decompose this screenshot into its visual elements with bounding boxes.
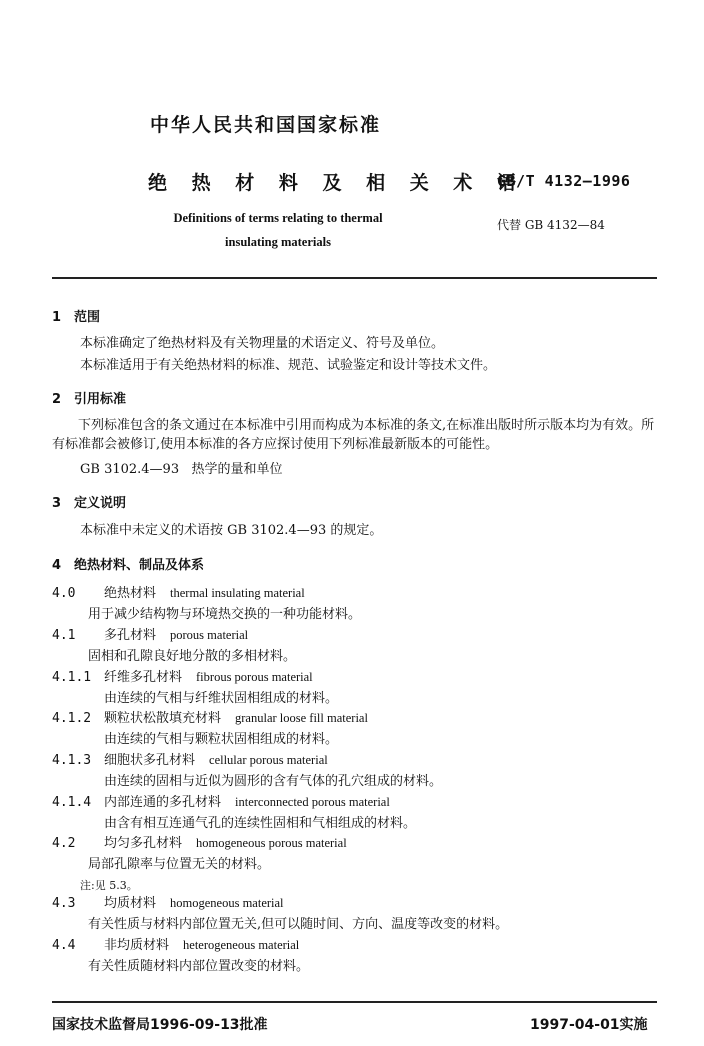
approval-date: 国家技术监督局1996-09-13批准: [52, 1017, 268, 1033]
section-number: 1: [52, 310, 62, 325]
term-en: homogeneous porous material: [196, 836, 347, 850]
term-en: heterogeneous material: [183, 938, 300, 952]
term-4-3: [52, 894, 284, 913]
term-4-1-definition: 固相和孔隙良好地分散的多相材料。: [88, 649, 297, 664]
section-4-heading: [52, 554, 204, 573]
term-number: 4.0: [52, 586, 76, 601]
note: 注:见 5.3。: [80, 879, 138, 892]
term-4-1: [52, 626, 248, 645]
footer-divider: [52, 1001, 657, 1003]
term-zh: 均质材料: [104, 896, 157, 911]
term-4-1-4: [52, 793, 390, 812]
term-zh: 细胞状多孔材料: [104, 753, 196, 768]
term-zh: 多孔材料: [104, 628, 157, 643]
term-4-4: [52, 936, 299, 955]
term-en: fibrous porous material: [196, 670, 313, 684]
term-4-2: [52, 834, 347, 853]
term-zh: 内部连通的多孔材料: [104, 795, 222, 810]
term-number: 4.1: [52, 628, 76, 643]
section-title: 定义说明: [74, 496, 127, 511]
replaces-standard: 代替 GB 4132—84: [497, 218, 605, 232]
term-4-1-3: [52, 751, 328, 770]
section-3-paragraph-1: 本标准中未定义的术语按 GB 3102.4—93 的规定。: [80, 523, 383, 538]
term-number: 4.1.2: [52, 711, 92, 726]
section-1-heading: [52, 306, 100, 325]
section-2-reference: GB 3102.4—93 热学的量和单位: [80, 462, 283, 477]
section-number: 3: [52, 496, 62, 511]
term-number: 4.3: [52, 896, 76, 911]
term-en: homogeneous material: [170, 896, 284, 910]
term-number: 4.1.4: [52, 795, 92, 810]
section-number: 2: [52, 392, 62, 407]
term-zh: 绝热材料: [104, 586, 157, 601]
term-zh: 纤维多孔材料: [104, 670, 183, 685]
standard-number: GB/T 4132—1996: [497, 172, 631, 190]
english-title-line1: Definitions of terms relating to thermal: [173, 211, 383, 225]
term-zh: 非均质材料: [104, 938, 170, 953]
section-title: 范围: [74, 310, 101, 325]
section-2-heading: [52, 388, 126, 407]
term-en: thermal insulating material: [170, 586, 305, 600]
term-4-1-3-definition: 由连续的固相与近似为圆形的含有气体的孔穴组成的材料。: [104, 774, 443, 789]
section-1-paragraph-2: 本标准适用于有关绝热材料的标准、规范、试验鉴定和设计等技术文件。: [80, 358, 497, 373]
term-en: granular loose fill material: [235, 711, 368, 725]
section-title: 绝热材料、制品及体系: [74, 558, 205, 573]
term-zh: 均匀多孔材料: [104, 836, 183, 851]
term-4-1-1-definition: 由连续的气相与纤维状固相组成的材料。: [104, 691, 339, 706]
english-title-line2: insulating materials: [225, 235, 331, 249]
term-4-1-2: [52, 709, 368, 728]
term-number: 4.1.1: [52, 670, 92, 685]
term-4-0: [52, 584, 305, 603]
standard-type-title: 中华人民共和国国家标准: [150, 114, 382, 136]
term-4-0-definition: 用于减少结构物与环境热交换的一种功能材料。: [88, 607, 362, 622]
section-1-paragraph-1: 本标准确定了绝热材料及有关物理量的术语定义、符号及单位。: [80, 336, 445, 351]
section-2-paragraph-1: 下列标准包含的条文通过在本标准中引用而构成为本标准的条文,在标准出版时所示版本均为有效。所有标准都会被修订,使用本标准的各方应探讨使用下列标准最新版本的可能性。: [52, 418, 655, 452]
term-en: porous material: [170, 628, 249, 642]
term-4-4-definition: 有关性质随材料内部位置改变的材料。: [88, 959, 310, 974]
section-3-heading: [52, 492, 126, 511]
term-4-1-4-definition: 由含有相互连通气孔的连续性固相和气相组成的材料。: [104, 816, 417, 831]
implementation-date: 1997-04-01实施: [530, 1017, 648, 1033]
term-4-1-2-definition: 由连续的气相与颗粒状固相组成的材料。: [104, 732, 339, 747]
term-number: 4.2: [52, 836, 76, 851]
section-title: 引用标准: [74, 392, 127, 407]
header-divider: [52, 277, 657, 279]
term-4-2-definition: 局部孔隙率与位置无关的材料。: [88, 857, 271, 872]
term-en: interconnected porous material: [235, 795, 390, 809]
term-4-1-1: [52, 668, 313, 687]
term-number: 4.1.3: [52, 753, 92, 768]
english-title: [118, 206, 438, 254]
term-number: 4.4: [52, 938, 76, 953]
section-number: 4: [52, 558, 62, 573]
term-4-3-definition: 有关性质与材料内部位置无关,但可以随时间、方向、温度等改变的材料。: [88, 917, 509, 932]
term-zh: 颗粒状松散填充材料: [104, 711, 222, 726]
document-title: 绝 热 材 料 及 相 关 术 语: [148, 172, 525, 194]
term-en: cellular porous material: [209, 753, 328, 767]
